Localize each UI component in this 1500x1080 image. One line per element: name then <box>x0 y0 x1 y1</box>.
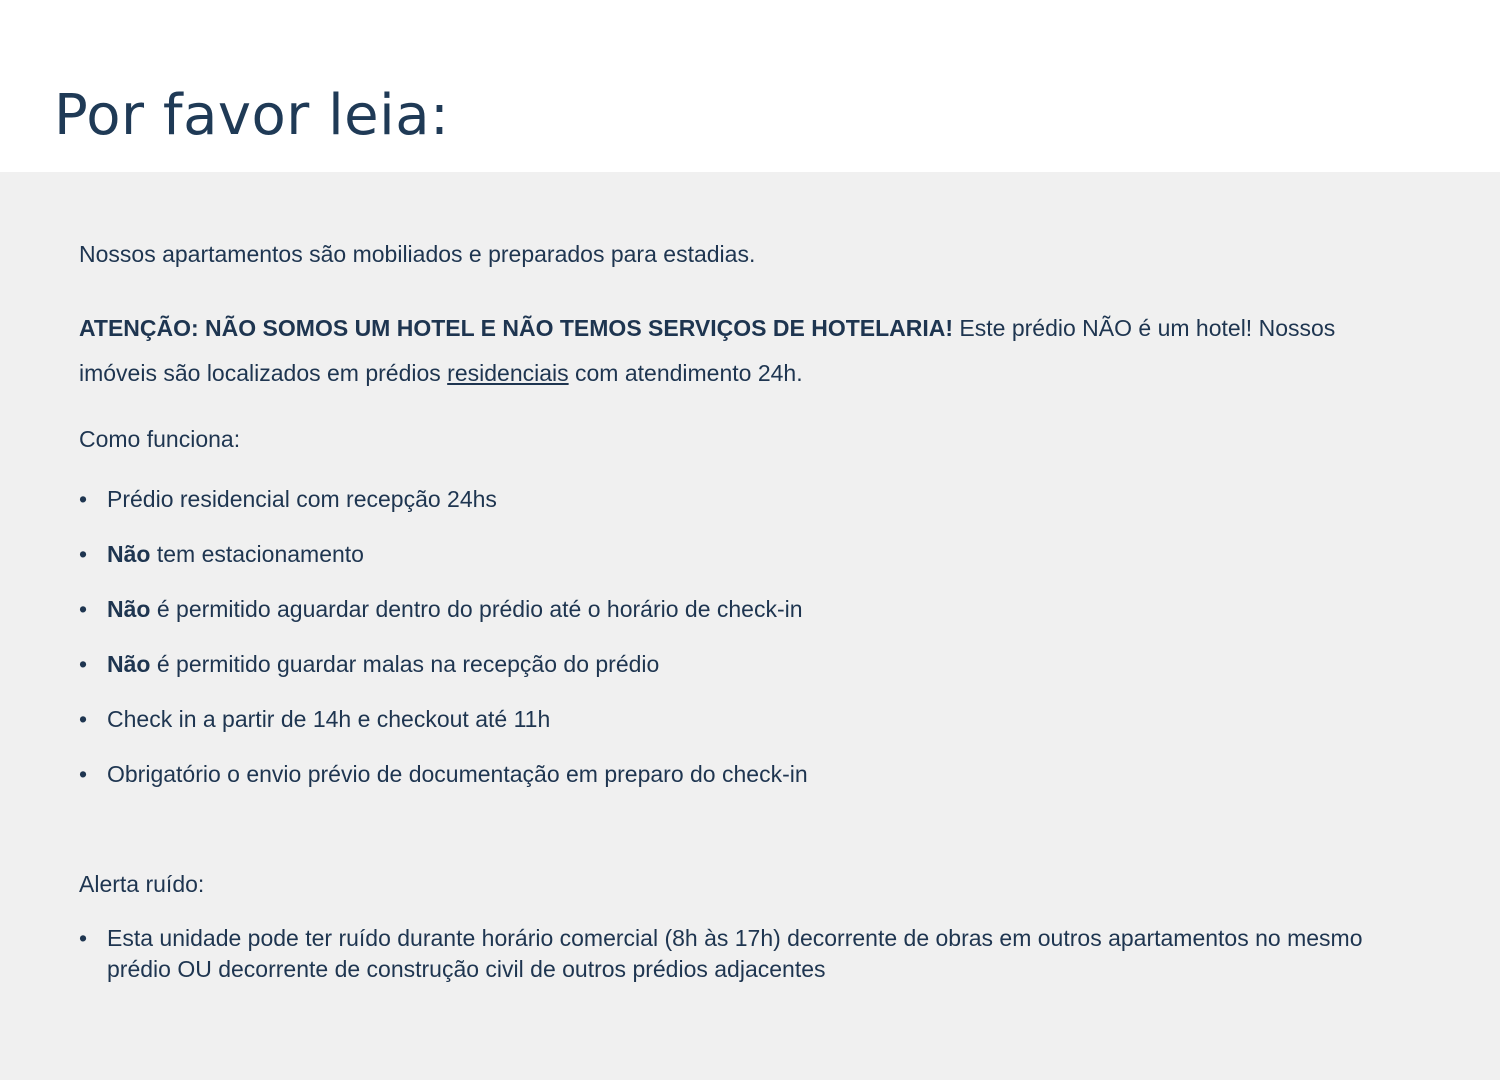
bullet-icon: • <box>79 651 88 677</box>
warning-text-end: com atendimento 24h. <box>568 360 803 386</box>
list-item-text: Check in a partir de 14h e checkout até 11h <box>107 706 551 732</box>
list-item <box>79 481 808 536</box>
intro-paragraph: Nossos apartamentos são mobiliados e preparados para estadias. <box>79 241 756 267</box>
list-item-bold: Não <box>107 596 151 622</box>
warning-paragraph <box>79 306 1419 396</box>
list-item-text: Esta unidade pode ter ruído durante horário comercial (8h às 17h) decorrente de obras em outros apartamentos no mesmo prédio OU decorrente de construção civil de outros prédios adjacentes <box>107 925 1363 982</box>
list-item-text: tem estacionamento <box>150 541 364 567</box>
bullet-icon: • <box>79 486 88 512</box>
bullet-icon: • <box>79 541 88 567</box>
list-item-text: é permitido aguardar dentro do prédio até o horário de check-in <box>150 596 803 622</box>
list-item <box>79 921 1407 985</box>
residential-underlined-text: residenciais <box>447 360 569 386</box>
list-item <box>79 646 808 701</box>
bullet-icon: • <box>79 706 88 732</box>
how-it-works-label: Como funciona: <box>79 426 241 452</box>
noise-alert-list <box>79 921 1407 985</box>
list-item <box>79 756 808 811</box>
list-item-bold: Não <box>107 651 151 677</box>
warning-text: Este prédio NÃO é um hotel! Nossos imóveis são localizados em prédios <box>79 315 1336 386</box>
list-item <box>79 591 808 646</box>
bullet-icon: • <box>79 925 88 951</box>
warning-bold-text: ATENÇÃO: NÃO SOMOS UM HOTEL E NÃO TEMOS SERVIÇOS DE HOTELARIA! <box>79 315 954 341</box>
bullet-icon: • <box>79 761 88 787</box>
how-it-works-list <box>79 481 808 811</box>
list-item <box>79 701 808 756</box>
list-item-text: Obrigatório o envio prévio de documentação em preparo do check-in <box>107 761 808 787</box>
list-item-text: Prédio residencial com recepção 24hs <box>107 486 497 512</box>
bullet-icon: • <box>79 596 88 622</box>
list-item-text: é permitido guardar malas na recepção do prédio <box>150 651 660 677</box>
list-item-bold: Não <box>107 541 151 567</box>
header-area <box>0 0 1500 172</box>
noise-alert-label: Alerta ruído: <box>79 871 205 897</box>
page-title: Por favor leia: <box>54 83 450 148</box>
list-item <box>79 536 808 591</box>
